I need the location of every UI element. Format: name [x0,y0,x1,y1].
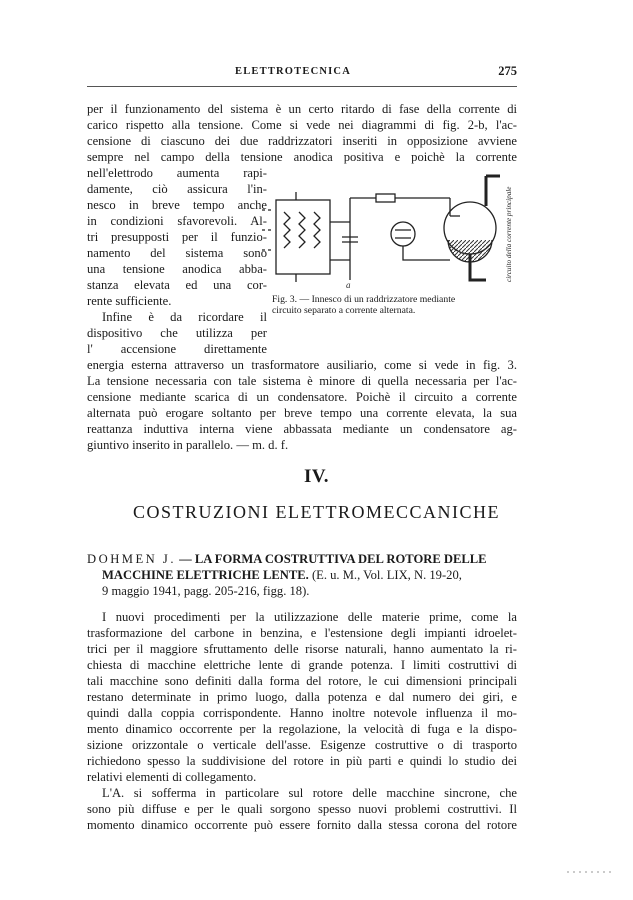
figure-caption [272,294,520,316]
article-title-line: — LA FORMA COSTRUTTIVA DEL ROTORE DELLE [175,552,487,566]
body-line: l' accensione direttamente [87,342,267,356]
body-line: nell'elettrodo aumenta rapi- [87,166,267,180]
article-header-line [87,551,517,567]
article-body-line: restano determinate in primo luogo, dalla potenza e dal numero dei giri, e [87,690,517,704]
article-title-line: MACCHINE ELETTRICHE LENTE. [102,568,309,582]
body-line: energia esterna attraverso un trasformatore ausiliario, come si vede in fig. 3. [87,358,517,372]
page-header [87,66,517,84]
article-body-line: sono più diffuse e per le quali sorgono spesso nuovi problemi costruttivi. Il [87,802,517,816]
body-line: giuntivo inserito in parallelo. — m. d. f. [87,438,289,452]
article-body-line: chiesta di macchine elettriche lente di grande potenza. I limiti costruttivi di [87,658,517,672]
article-body-line: momento dinamico occorrente può essere fornito dalla stessa corona del rotore [87,818,517,832]
body-line: carico rispetto alla tensione. Come si vede nei diagrammi di fig. 2-b, l'ac- [87,118,517,132]
figure-caption-line: Fig. 3. — Innesco di un raddrizzatore mediante [272,294,456,305]
body-line: tri presupposti per il funzio- [87,230,267,244]
body-line: rente sufficiente. [87,294,172,308]
figure-caption-line: circuito separato a corrente alternata. [272,305,416,316]
running-title: ELETTROTECNICA [235,66,351,77]
article-body-line: quindi dalla coppia corrispondente. Hanno inoltre notevole influenza il mo- [87,706,517,720]
body-line: sempre nel campo della tensione anodica positiva e poichè la corrente [87,150,517,164]
body-line: dispositivo che utilizza per [87,326,267,340]
figure-label-a: a [346,280,351,290]
body-line: damente, ciò assicura l'in- [87,182,267,196]
body-line: alternata può erogare soltanto per breve tempo una corrente elevata, la sua [87,406,517,420]
body-line: censione di ciascuno dei due raddrizzatori inseriti in opposizione avviene [87,134,517,148]
article-body-line: richiedono spesso la suddivisione del rotore in più parti e quindi lo studio dei [87,754,517,768]
article-body-line: I nuovi procedimenti per la utilizzazione delle materie prime, come la [102,610,517,624]
article-body-line: tali macchine sono definiti dalla forma del rotore, le cui dimensioni principali [87,674,517,688]
body-line: censione mediante scarica di un condensatore. Poichè il circuito a corrente [87,390,517,404]
article-body-line: trici per il maggiore sfruttamento delle risorse naturali, hanno aumentato la ri- [87,642,517,656]
body-line: in condizioni sfavorevoli. Al- [87,214,267,228]
article-body-line: L'A. si sofferma in particolare sul rotore delle macchine sincrone, che [102,786,517,800]
figure-vertical-label: circuito della corrente principale [505,186,513,282]
body-line: reattanza induttiva interna viene abbassata mediante un condensatore ag- [87,422,517,436]
body-line: namento del sistema sono [87,246,267,260]
body-line: per il funzionamento del sistema è un certo ritardo di fase della corrente di [87,102,517,116]
article-body-line: relativi elementi di collegamento. [87,770,257,784]
header-rule [87,86,517,87]
scan-mark-icon [564,868,614,876]
article-body-line: sizione orizzontale o verticale dell'asse. Esigenze costruttive o di trasporto [87,738,517,752]
article-body-line: mento dinamico occorrente per la regolazione, la velocità di fuga e la dispo- [87,722,517,736]
body-line: La tensione necessaria con tale sistema è minore di quella necessaria per l'ac- [87,374,517,388]
body-line: stanza elevata ed una cor- [87,278,267,292]
article-citation-line: 9 maggio 1941, pagg. 205-216, figg. 18). [102,584,310,598]
section-title: COSTRUZIONI ELETTROMECCANICHE [133,502,500,522]
article-body-line: trasformazione del carbone in benzina, e l'estensione degli impianti idroelet- [87,626,517,640]
article-author: DOHMEN J. [87,552,176,566]
body-line: una tensione anodica abba- [87,262,267,276]
body-line: Infine è da ricordare il [102,310,267,324]
article-citation: (E. u. M., Vol. LIX, N. 19-20, [308,568,462,582]
page-number: 275 [498,64,517,78]
circuit-diagram-figure [254,172,522,290]
body-line: nesco in breve tempo anche [87,198,267,212]
section-number: IV. [304,466,329,487]
article-header-line [102,567,517,583]
